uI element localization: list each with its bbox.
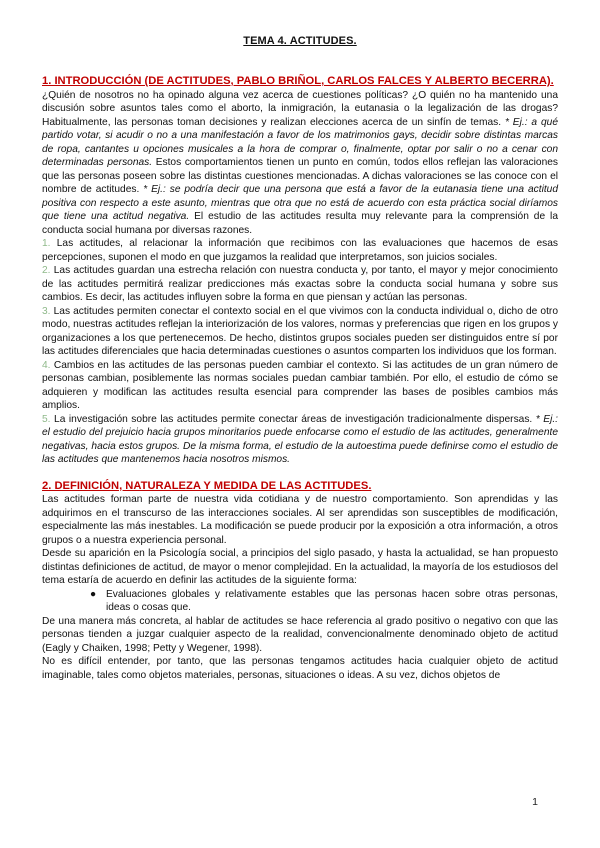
list-item-number: 1.	[42, 238, 51, 249]
definition-bullet-text: Evaluaciones globales y relativamente estables que las personas hacen sobre otras personas, ideas o cosas que.	[106, 588, 558, 613]
page-number: 1	[532, 796, 538, 808]
intro-text-c: El estudio de las actitudes resulta muy relevante para la comprensión de la conducta social humana por diversas razones.	[42, 211, 558, 236]
list-item-number: 3.	[42, 305, 51, 317]
section-2-paragraph: Desde su aparición en la Psicología social, a principios del siglo pasado, y hasta la actualidad, se han propuesto distintas definiciones de actitud, de mayor o menor complejidad. En la actualidad, la mayoría de los estudiosos del tema estaría de acuerdo en definir las actitudes de la siguiente forma:	[42, 548, 558, 586]
section-2-paragraph: No es difícil entender, por tanto, que las personas tengamos actitudes hacia cualquier objeto de actitud imaginable, tales como objetos materiales, personas, situaciones o ideas. A su vez, dichos objetos de	[42, 656, 558, 681]
list-item-text: La investigación sobre las actitudes permite conectar áreas de investigación tradicionalmente dispersas.	[54, 413, 536, 425]
list-item	[42, 305, 558, 359]
list-item-text: Las actitudes guardan una estrecha relación con nuestra conducta y, por tanto, el mayor y mejor conocimiento de las actitudes permitirá realizar predicciones más exactas sobre la conducta social humana y sobre sus cambios. Es decir, las actitudes influyen sobre la forma en que piensan y actúan las personas.	[42, 265, 558, 303]
bullet-icon: ●	[90, 588, 97, 600]
list-item-text: Cambios en las actitudes de las personas pueden cambiar el contexto. Si las actitudes de un gran número de personas cambian, posiblemente las normas sociales puedan cambiar también. Por ello, el estudio de cómo se adquieren y modifican las actitudes resulta esencial para comprender las bases de posibles cambios más amplios.	[42, 359, 558, 411]
intro-example-2: * Ej.: se podría decir que una persona que está a favor de la eutanasia tiene una actitud positiva con respecto a este asunto, mientras que otra que no está de acuerdo con esta práctica social diríamos que tiene una actitud negativa.	[42, 184, 558, 222]
list-item-text: Las actitudes, al relacionar la información que recibimos con las evaluaciones que hacemos de esas percepciones, suponen el modo en que juzgamos la realidad que interpretamos, son juicios sociales.	[42, 238, 558, 263]
list-item-example: * Ej.: el estudio del prejuicio hacia grupos minoritarios puede enfocarse como el estudio de las actitudes, generalmente negativas, hacia estos grupos. De la misma forma, el estudio de la autoestima puede definirse como el estudio de las actitudes que mantenemos hacia nosotros mismos.	[42, 413, 558, 465]
list-item-number: 2.	[42, 265, 51, 276]
intro-text-b: Estos comportamientos tienen un punto en común, todos ellos reflejan las valoraciones que las personas poseen sobre las distintas cuestiones mencionadas. A dichas valoraciones se las conoce con el nombre de actitudes.	[42, 157, 558, 195]
definition-bullet-list	[90, 588, 558, 615]
section-2-paragraph: Las actitudes forman parte de nuestra vida cotidiana y de nuestro comportamiento. Son aprendidas y las adquirimos en el transcurso de las interacciones sociales. Al ser aprendidas son susceptibles de modificación, especialmente las más inestables. La modificación se puede producir por la exposición a otra información, a otros grupos o a nuestra experiencia personal.	[42, 494, 558, 546]
intro-text-a: ¿Quién de nosotros no ha opinado alguna vez acerca de cuestiones políticas? ¿O quién no ha mantenido una discusión sobre asuntos tales como el aborto, la inmigración, la eutanasia o la legalización de las drogas? Habitualmente, las personas toman decisiones y realizan elecciones acerca de un sinfín de temas.	[42, 89, 558, 128]
document-title: TEMA 4. ACTITUDES.	[243, 35, 357, 47]
list-item-text: Las actitudes permiten conectar el contexto social en el que vivimos con la conducta individual o, dicho de otro modo, nuestras actitudes reflejan la interiorización de los valores, normas y preferencias que rigen en los grupos y organizaciones a los que pertenecemos. De hecho, distintos grupos sociales pueden ser distinguidos entre sí por las actitudes diferenciales que hacia determinadas cuestiones o asuntos comparten los individuos que los forman.	[42, 305, 558, 357]
section-2-heading: 2. DEFINICIÓN, NATURALEZA Y MEDIDA DE LAS ACTITUDES.	[42, 479, 372, 492]
list-item	[42, 264, 558, 305]
section-1-intro	[42, 89, 558, 238]
section-2-paragraph: De una manera más concreta, al hablar de actitudes se hace referencia al grado positivo o negativo con que las personas tienden a juzgar cualquier aspecto de la realidad, convencionalmente denominado objeto de actitud (Eagly y Chaiken, 1998; Petty y Wegener, 1998).	[42, 615, 558, 654]
list-item	[42, 359, 558, 413]
section-1-heading: 1. INTRODUCCIÓN (DE ACTITUDES, PABLO BRIÑOL, CARLOS FALCES Y ALBERTO BECERRA).	[42, 75, 554, 87]
definition-bullet	[90, 588, 558, 615]
intro-example-1: * Ej.: a qué partido votar, si acudir o no a una manifestación a favor de los matrimonios gays, decidir sobre distintas marcas de ropa, cantantes u opciones musicales a la hora de comprar o, finalmente, optar por salir o no a cenar con determinadas personas.	[42, 116, 558, 168]
list-item-number: 5.	[42, 413, 51, 425]
list-item	[42, 237, 558, 264]
list-item	[42, 413, 558, 467]
list-item-number: 4.	[42, 359, 51, 371]
